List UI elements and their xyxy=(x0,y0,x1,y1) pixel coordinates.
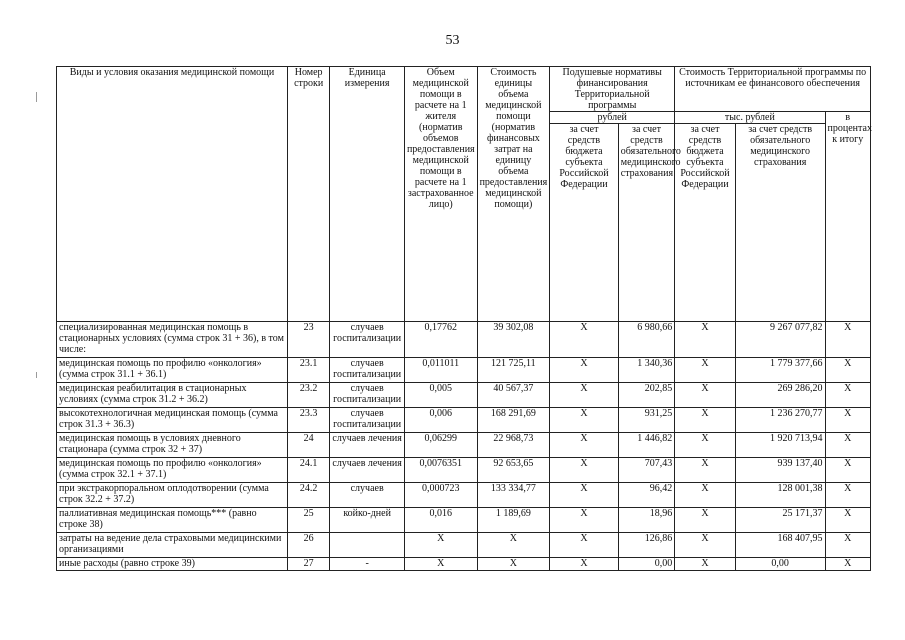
header-per-capita: Подушевые нормативы финансирования Территориальной программы xyxy=(550,67,675,112)
cell-pc-oms: 707,43 xyxy=(618,458,674,483)
cell-volume: 0,0076351 xyxy=(404,458,477,483)
header-oms: за счет средств обязательного медицинского страхования xyxy=(618,124,674,322)
table-row xyxy=(57,483,871,508)
cell-volume: X xyxy=(404,558,477,571)
cell-row-number: 23 xyxy=(287,322,329,358)
header-rubles: рублей xyxy=(550,112,675,124)
cell-percent: X xyxy=(825,458,870,483)
margin-mark xyxy=(36,92,37,102)
cell-pc-budget: X xyxy=(550,433,619,458)
cell-percent: X xyxy=(825,433,870,458)
cell-tc-budget: X xyxy=(675,483,736,508)
table-row xyxy=(57,408,871,433)
cell-pc-budget: X xyxy=(550,358,619,383)
cell-tc-oms: 1 236 270,77 xyxy=(735,408,825,433)
cell-cost: 39 302,08 xyxy=(477,322,550,358)
cell-name: специализированная медицинская помощь в стационарных условиях (сумма строк 31 + 36), в том числе: xyxy=(57,322,288,358)
cell-pc-oms: 931,25 xyxy=(618,408,674,433)
cell-pc-budget: X xyxy=(550,322,619,358)
cell-name: медицинская помощь по профилю «онкология» (сумма строк 31.1 + 36.1) xyxy=(57,358,288,383)
header-percent: в процентах к итогу xyxy=(825,112,870,322)
header-cost: Стоимость единицы объема медицинской помощи (норматив финансовых затрат на единицу объема предоставления медицинской помощи) xyxy=(477,67,550,322)
cell-tc-budget: X xyxy=(675,322,736,358)
cell-row-number: 25 xyxy=(287,508,329,533)
table-row xyxy=(57,533,871,558)
cell-unit: случаев госпитализации xyxy=(330,322,405,358)
cell-unit: случаев госпитализации xyxy=(330,383,405,408)
cell-pc-budget: X xyxy=(550,533,619,558)
cell-cost: 22 968,73 xyxy=(477,433,550,458)
cell-tc-budget: X xyxy=(675,558,736,571)
cell-unit: - xyxy=(330,558,405,571)
cell-row-number: 24.1 xyxy=(287,458,329,483)
cell-cost: 168 291,69 xyxy=(477,408,550,433)
cell-percent: X xyxy=(825,383,870,408)
cell-percent: X xyxy=(825,408,870,433)
table-row xyxy=(57,558,871,571)
cell-tc-oms: 269 286,20 xyxy=(735,383,825,408)
cell-tc-oms: 128 001,38 xyxy=(735,483,825,508)
page-number: 53 xyxy=(445,33,460,48)
header-territorial-cost: Стоимость Территориальной программы по источникам ее финансового обеспечения xyxy=(675,67,871,112)
table-row xyxy=(57,358,871,383)
cell-tc-budget: X xyxy=(675,358,736,383)
cell-volume: 0,005 xyxy=(404,383,477,408)
cell-tc-budget: X xyxy=(675,458,736,483)
cell-pc-oms: 18,96 xyxy=(618,508,674,533)
table-row xyxy=(57,322,871,358)
cell-cost: 1 189,69 xyxy=(477,508,550,533)
cell-cost: X xyxy=(477,533,550,558)
cell-unit: случаев госпитализации xyxy=(330,408,405,433)
header-oms-2: за счет средств обязательного медицинского страхования xyxy=(735,124,825,322)
cell-tc-oms: 1 920 713,94 xyxy=(735,433,825,458)
cell-name: при экстракорпоральном оплодотворении (сумма строк 32.2 + 37.2) xyxy=(57,483,288,508)
cell-percent: X xyxy=(825,533,870,558)
cell-volume: 0,06299 xyxy=(404,433,477,458)
header-thousand-rubles: тыс. рублей xyxy=(675,112,825,124)
cell-volume: X xyxy=(404,533,477,558)
cell-volume: 0,016 xyxy=(404,508,477,533)
header-volume: Объем медицинской помощи в расчете на 1 жителя (норматив объемов предоставления медицинской помощи в расчете на 1 застрахованное лицо) xyxy=(404,67,477,322)
cell-volume: 0,011011 xyxy=(404,358,477,383)
cell-tc-budget: X xyxy=(675,533,736,558)
cell-unit xyxy=(330,533,405,558)
cell-pc-budget: X xyxy=(550,508,619,533)
cell-row-number: 23.1 xyxy=(287,358,329,383)
cell-cost: X xyxy=(477,558,550,571)
cell-name: медицинская помощь по профилю «онкология» (сумма строк 32.1 + 37.1) xyxy=(57,458,288,483)
header-subject-budget: за счет средств бюджета субъекта Российской Федерации xyxy=(550,124,619,322)
cell-cost: 121 725,11 xyxy=(477,358,550,383)
table-row xyxy=(57,433,871,458)
cell-name: медицинская реабилитация в стационарных условиях (сумма строк 31.2 + 36.2) xyxy=(57,383,288,408)
cell-tc-budget: X xyxy=(675,383,736,408)
cell-percent: X xyxy=(825,558,870,571)
cell-pc-budget: X xyxy=(550,383,619,408)
cell-row-number: 24.2 xyxy=(287,483,329,508)
cell-tc-oms: 168 407,95 xyxy=(735,533,825,558)
cell-tc-oms: 9 267 077,82 xyxy=(735,322,825,358)
cell-pc-budget: X xyxy=(550,483,619,508)
cell-row-number: 24 xyxy=(287,433,329,458)
cell-row-number: 23.3 xyxy=(287,408,329,433)
cell-pc-oms: 6 980,66 xyxy=(618,322,674,358)
cell-cost: 92 653,65 xyxy=(477,458,550,483)
cell-unit: случаев госпитализации xyxy=(330,358,405,383)
cell-row-number: 23.2 xyxy=(287,383,329,408)
header-row-number: Номер строки xyxy=(287,67,329,322)
financing-table xyxy=(56,66,871,571)
cell-name: паллиативная медицинская помощь*** (равно строке 38) xyxy=(57,508,288,533)
cell-volume: 0,17762 xyxy=(404,322,477,358)
header-subject-budget-2: за счет средств бюджета субъекта Российской Федерации xyxy=(675,124,736,322)
cell-percent: X xyxy=(825,508,870,533)
cell-percent: X xyxy=(825,483,870,508)
cell-tc-oms: 939 137,40 xyxy=(735,458,825,483)
cell-cost: 40 567,37 xyxy=(477,383,550,408)
cell-volume: 0,000723 xyxy=(404,483,477,508)
cell-tc-budget: X xyxy=(675,433,736,458)
cell-pc-oms: 126,86 xyxy=(618,533,674,558)
cell-tc-budget: X xyxy=(675,408,736,433)
table-row xyxy=(57,383,871,408)
cell-tc-budget: X xyxy=(675,508,736,533)
header-unit: Единица измерения xyxy=(330,67,405,322)
cell-name: иные расходы (равно строке 39) xyxy=(57,558,288,571)
cell-pc-budget: X xyxy=(550,558,619,571)
table-row xyxy=(57,508,871,533)
cell-tc-oms: 1 779 377,66 xyxy=(735,358,825,383)
cell-pc-budget: X xyxy=(550,408,619,433)
cell-cost: 133 334,77 xyxy=(477,483,550,508)
cell-unit: случаев лечения xyxy=(330,433,405,458)
cell-pc-oms: 1 340,36 xyxy=(618,358,674,383)
cell-name: медицинская помощь в условиях дневного стационара (сумма строк 32 + 37) xyxy=(57,433,288,458)
cell-tc-oms: 25 171,37 xyxy=(735,508,825,533)
cell-pc-oms: 96,42 xyxy=(618,483,674,508)
cell-pc-oms: 0,00 xyxy=(618,558,674,571)
margin-mark xyxy=(36,372,37,378)
cell-percent: X xyxy=(825,322,870,358)
cell-percent: X xyxy=(825,358,870,383)
cell-pc-oms: 1 446,82 xyxy=(618,433,674,458)
cell-name: высокотехнологичная медицинская помощь (сумма строк 31.3 + 36.3) xyxy=(57,408,288,433)
table-row xyxy=(57,458,871,483)
cell-unit: случаев xyxy=(330,483,405,508)
cell-tc-oms: 0,00 xyxy=(735,558,825,571)
cell-pc-budget: X xyxy=(550,458,619,483)
cell-name: затраты на ведение дела страховыми медицинскими организациями xyxy=(57,533,288,558)
cell-row-number: 27 xyxy=(287,558,329,571)
cell-unit: случаев лечения xyxy=(330,458,405,483)
cell-unit: койко-дней xyxy=(330,508,405,533)
cell-pc-oms: 202,85 xyxy=(618,383,674,408)
cell-volume: 0,006 xyxy=(404,408,477,433)
header-types: Виды и условия оказания медицинской помощи xyxy=(57,67,288,322)
cell-row-number: 26 xyxy=(287,533,329,558)
